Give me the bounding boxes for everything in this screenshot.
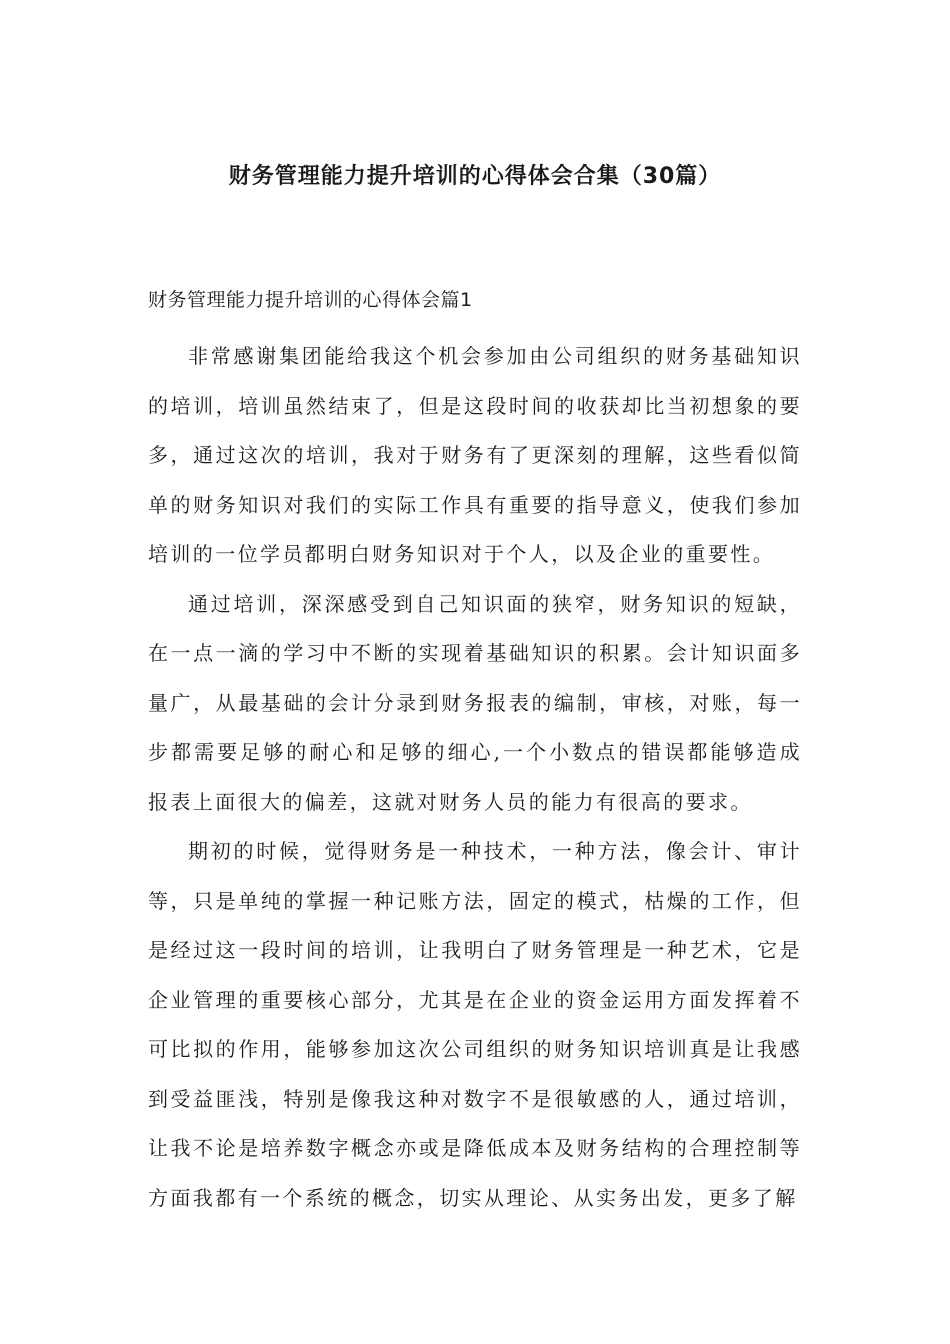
body-paragraph-2: 通过培训，深深感受到自己知识面的狭窄，财务知识的短缺，在一点一滴的学习中不断的实现着基础知识的积累。会计知识面多量广，从最基础的会计分录到财务报表的编制，审核，对账，每一步都需要足够的耐心和足够的细心,一个小数点的错误都能够造成报表上面很大的偏差，这就对财务人员的能力有很高的要求。 xyxy=(148,591,802,814)
document-body xyxy=(148,332,802,1223)
document-title: 财务管理能力提升培训的心得体会合集（30篇） xyxy=(228,164,722,189)
body-paragraph-3: 期初的时候，觉得财务是一种技术，一种方法，像会计、审计等，只是单纯的掌握一种记账方法，固定的模式，枯燥的工作，但是经过这一段时间的培训，让我明白了财务管理是一种艺术，它是企业管理的重要核心部分，尤其是在企业的资金运用方面发挥着不可比拟的作用，能够参加这次公司组织的财务知识培训真是让我感到受益匪浅，特别是像我这种对数字不是很敏感的人，通过培训，让我不论是培养数字概念亦或是降低成本及财务结构的合理控制等方面我都有一个系统的概念，切实从理论、从实务出发，更多了解 xyxy=(148,839,802,1210)
body-paragraph-1: 非常感谢集团能给我这个机会参加由公司组织的财务基础知识的培训，培训虽然结束了，但是这段时间的收获却比当初想象的要多，通过这次的培训，我对于财务有了更深刻的理解，这些看似简单的财务知识对我们的实际工作具有重要的指导意义，使我们参加培训的一位学员都明白财务知识对于个人，以及企业的重要性。 xyxy=(148,344,802,566)
section-heading: 财务管理能力提升培训的心得体会篇1 xyxy=(148,289,473,311)
